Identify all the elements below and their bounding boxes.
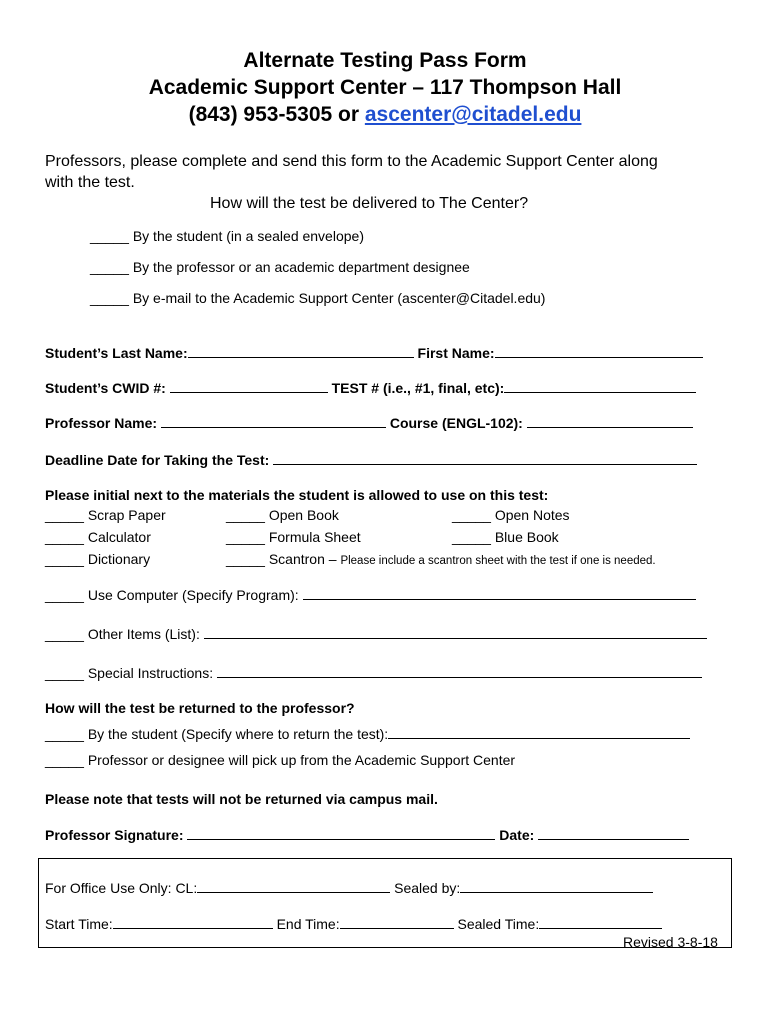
last-name-input[interactable] <box>188 344 414 358</box>
course-label: Course (ENGL-102): <box>389 415 523 431</box>
deadline-input[interactable] <box>273 451 697 465</box>
sealed-by-input[interactable] <box>460 879 653 893</box>
special-instructions-field[interactable]: _____ Special Instructions: <box>45 664 702 681</box>
intro-line-2: with the test. <box>45 174 135 191</box>
email-link[interactable]: ascenter@citadel.edu <box>364 103 582 126</box>
material-formula-sheet[interactable]: _____ Formula Sheet <box>226 529 361 545</box>
last-name-label: Student’s Last Name: <box>45 345 188 361</box>
professor-field[interactable] <box>45 414 693 431</box>
delivery-question: How will the test be delivered to The Center? <box>210 195 529 212</box>
delivery-option-professor[interactable] <box>90 259 470 275</box>
material-dictionary[interactable]: _____ Dictionary <box>45 551 151 567</box>
initial-blank[interactable]: _____ <box>90 259 129 275</box>
end-time-input[interactable] <box>340 915 454 929</box>
first-name-label: First Name: <box>417 345 495 361</box>
cwid-input[interactable] <box>170 379 328 393</box>
cwid-label: Student’s CWID #: <box>45 380 166 396</box>
intro-line-1: Professors, please complete and send this form to the Academic Support Center along <box>45 153 658 170</box>
cl-input[interactable] <box>197 879 390 893</box>
other-items-field[interactable]: _____ Other Items (List): <box>45 625 707 642</box>
professor-input[interactable] <box>161 414 386 428</box>
delivery-option-email[interactable] <box>90 290 545 306</box>
campus-mail-note: Please note that tests will not be returned via campus mail. <box>45 791 438 807</box>
option-label: By the student (in a sealed envelope) <box>132 228 364 244</box>
material-calculator[interactable]: _____ Calculator <box>45 529 151 545</box>
return-heading: How will the test be returned to the professor? <box>45 700 355 716</box>
option-label: By e-mail to the Academic Support Center (ascenter@Citadel.edu) <box>132 290 546 306</box>
initial-blank[interactable]: _____ <box>90 290 129 306</box>
office-cl-field[interactable]: For Office Use Only: CL: Sealed by: <box>45 879 653 896</box>
use-computer-input[interactable] <box>303 586 696 600</box>
phone-text: (843) 953-5305 or <box>188 103 365 126</box>
form-title: Alternate Testing Pass Form <box>243 49 527 72</box>
material-open-book[interactable]: _____ Open Book <box>226 507 339 523</box>
return-by-student[interactable]: _____ By the student (Specify where to return the test): <box>45 725 690 742</box>
cwid-field[interactable] <box>45 379 696 396</box>
materials-heading: Please initial next to the materials the student is allowed to use on this test: <box>45 487 549 503</box>
date-input[interactable] <box>538 826 689 840</box>
revised-date: Revised 3-8-18 <box>623 934 718 950</box>
option-label: By the professor or an academic department designee <box>132 259 470 275</box>
professor-label: Professor Name: <box>45 415 158 431</box>
other-items-input[interactable] <box>204 625 707 639</box>
start-time-input[interactable] <box>113 915 273 929</box>
scantron-note: Please include a scantron sheet with the test if one is needed. <box>340 555 656 567</box>
return-location-input[interactable] <box>388 725 690 739</box>
initial-blank[interactable]: _____ <box>90 228 129 244</box>
special-instructions-input[interactable] <box>217 664 702 678</box>
material-open-notes[interactable]: _____ Open Notes <box>452 507 570 523</box>
signature-label: Professor Signature: <box>45 827 184 843</box>
contact-line <box>0 103 770 127</box>
first-name-input[interactable] <box>495 344 703 358</box>
deadline-field[interactable] <box>45 451 697 468</box>
test-number-label: TEST # (i.e., #1, final, etc): <box>331 380 505 396</box>
deadline-label: Deadline Date for Taking the Test: <box>45 452 270 468</box>
material-blue-book[interactable]: _____ Blue Book <box>452 529 559 545</box>
last-name-field[interactable] <box>45 344 703 361</box>
date-label: Date: <box>499 827 535 843</box>
signature-input[interactable] <box>187 826 495 840</box>
sealed-time-input[interactable] <box>539 915 662 929</box>
return-pickup[interactable]: _____ Professor or designee will pick up from the Academic Support Center <box>45 752 516 768</box>
material-scrap-paper[interactable]: _____ Scrap Paper <box>45 507 166 523</box>
office-time-field[interactable]: Start Time: End Time: Sealed Time: <box>45 915 662 932</box>
material-scantron[interactable]: _____ Scantron – Please include a scantron sheet with the test if one is needed. <box>226 551 656 567</box>
test-number-input[interactable] <box>504 379 696 393</box>
signature-field[interactable] <box>45 826 689 843</box>
use-computer-field[interactable]: _____ Use Computer (Specify Program): <box>45 586 696 603</box>
course-input[interactable] <box>527 414 693 428</box>
delivery-option-student[interactable] <box>90 228 364 244</box>
form-subtitle: Academic Support Center – 117 Thompson Hall <box>148 76 622 99</box>
